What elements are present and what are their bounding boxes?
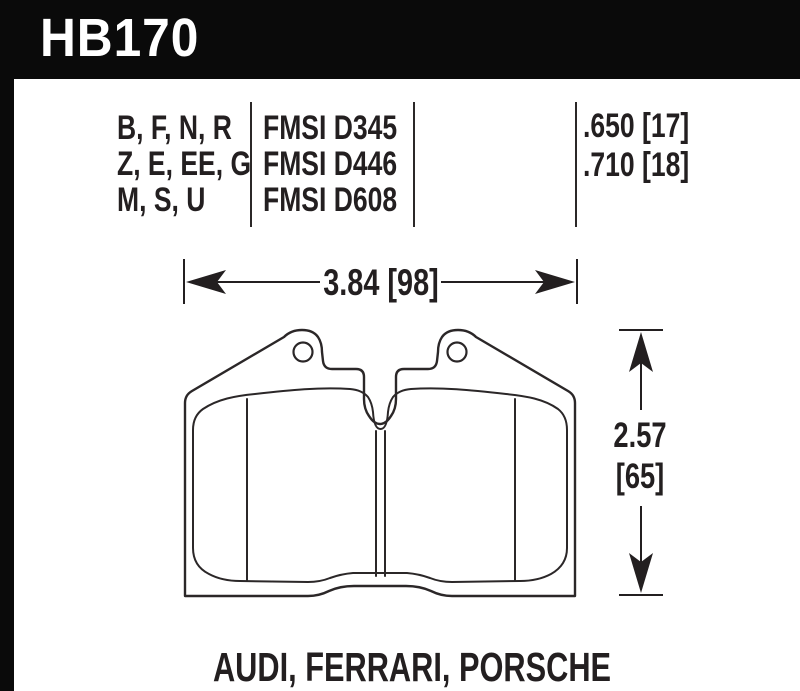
fmsi-cell-row2: FMSI D446 <box>263 145 398 183</box>
compounds-cell-row1: B, F, N, R <box>117 109 232 147</box>
pad-inner-outline <box>193 388 567 582</box>
thickness-cell-row2: .710 [18] <box>583 146 690 184</box>
compounds-cell-row2: Z, E, EE, G <box>117 145 252 183</box>
compounds-cell-row3: M, S, U <box>117 181 206 219</box>
mounting-hole-left <box>294 343 313 362</box>
fmsi-cell-row3: FMSI D608 <box>263 181 398 219</box>
applications-label: AUDI, FERRARI, PORSCHE <box>212 644 612 690</box>
mounting-hole-right <box>448 343 467 362</box>
pad-outer-outline <box>185 330 575 596</box>
height-dimension-label-inches: 2.57 <box>613 416 667 455</box>
part-number: HB170 <box>40 8 200 68</box>
fmsi-cell-row1: FMSI D345 <box>263 109 398 147</box>
width-dimension-label: 3.84 [98] <box>323 262 439 303</box>
height-dimension-label-mm: [65] <box>615 457 665 496</box>
center-slot <box>376 431 385 576</box>
thickness-cell-row1: .650 [17] <box>583 107 690 145</box>
